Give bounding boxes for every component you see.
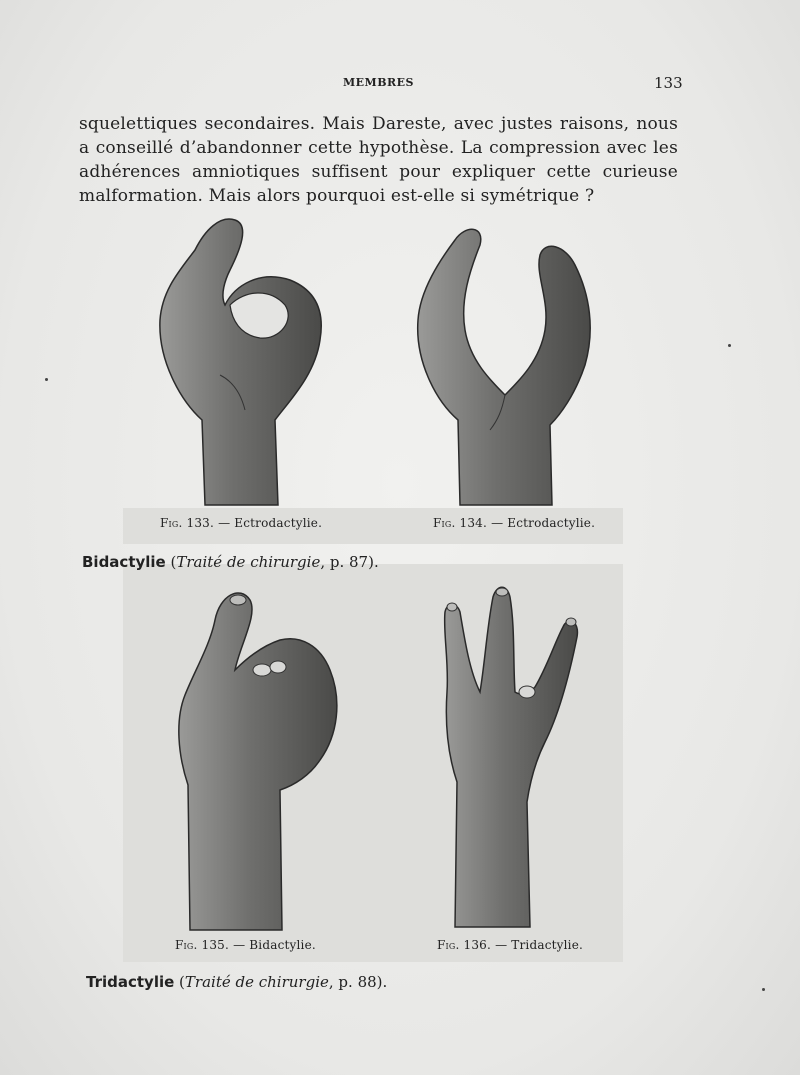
figure-133-text: — Ectrodactylie. — [218, 516, 323, 530]
figure-134-prefix: Fig. — [433, 516, 456, 530]
hand-ectrodactylie-133-drawing — [150, 210, 330, 510]
running-head: MEMBRES — [343, 76, 415, 89]
paper-speck — [762, 988, 765, 991]
figure-136-text: — Tridactylie. — [495, 938, 584, 952]
figure-136-illustration — [435, 582, 595, 932]
figure-134-caption — [433, 516, 595, 530]
hand-ectrodactylie-134-drawing — [410, 220, 600, 510]
section-tridactylie-paren: ( — [174, 973, 185, 991]
figure-135-prefix: Fig. — [175, 938, 198, 952]
paper-speck — [45, 378, 48, 381]
figure-135-number: 135. — [201, 938, 230, 952]
figure-136-prefix: Fig. — [437, 938, 460, 952]
section-bidactylie-pageref: , p. 87). — [320, 553, 379, 571]
paper-speck — [728, 344, 731, 347]
section-bidactylie-paren: ( — [165, 553, 177, 571]
figure-134-number: 134. — [459, 516, 488, 530]
section-bidactylie-source: Traité de chirurgie — [176, 553, 321, 571]
hand-tridactylie-136-drawing — [435, 582, 595, 932]
figure-133-illustration — [150, 210, 330, 510]
section-tridactylie-pageref: , p. 88). — [328, 973, 388, 991]
figure-134-text: — Ectrodactylie. — [491, 516, 596, 530]
figure-134-illustration — [410, 220, 600, 510]
section-tridactylie-source: Traité de chirurgie — [184, 973, 329, 991]
section-tridactylie-heading — [86, 973, 387, 991]
figure-133-number: 133. — [186, 516, 215, 530]
figure-136-caption — [437, 938, 583, 952]
figure-136-number: 136. — [463, 938, 492, 952]
figure-133-prefix: Fig. — [160, 516, 183, 530]
section-tridactylie-title: Tridactylie — [86, 973, 175, 991]
section-bidactylie-title: Bidactylie — [82, 553, 166, 571]
section-bidactylie-heading — [82, 553, 379, 571]
page-number: 133 — [654, 74, 683, 92]
hand-bidactylie-135-drawing — [170, 585, 350, 935]
figure-133-caption — [160, 516, 322, 530]
body-paragraph: squelettiques secondaires. Mais Dareste, avec justes raisons, nous a conseillé d’abandonner cette hypothèse. La compression avec les adhérences amniotiques suffisent pour expliquer cette curieuse malformation. Mais alors pourquoi est-elle si symétrique ? — [79, 114, 678, 206]
figure-135-illustration — [170, 585, 350, 935]
figure-135-caption — [175, 938, 316, 952]
figure-135-text: — Bidactylie. — [233, 938, 316, 952]
